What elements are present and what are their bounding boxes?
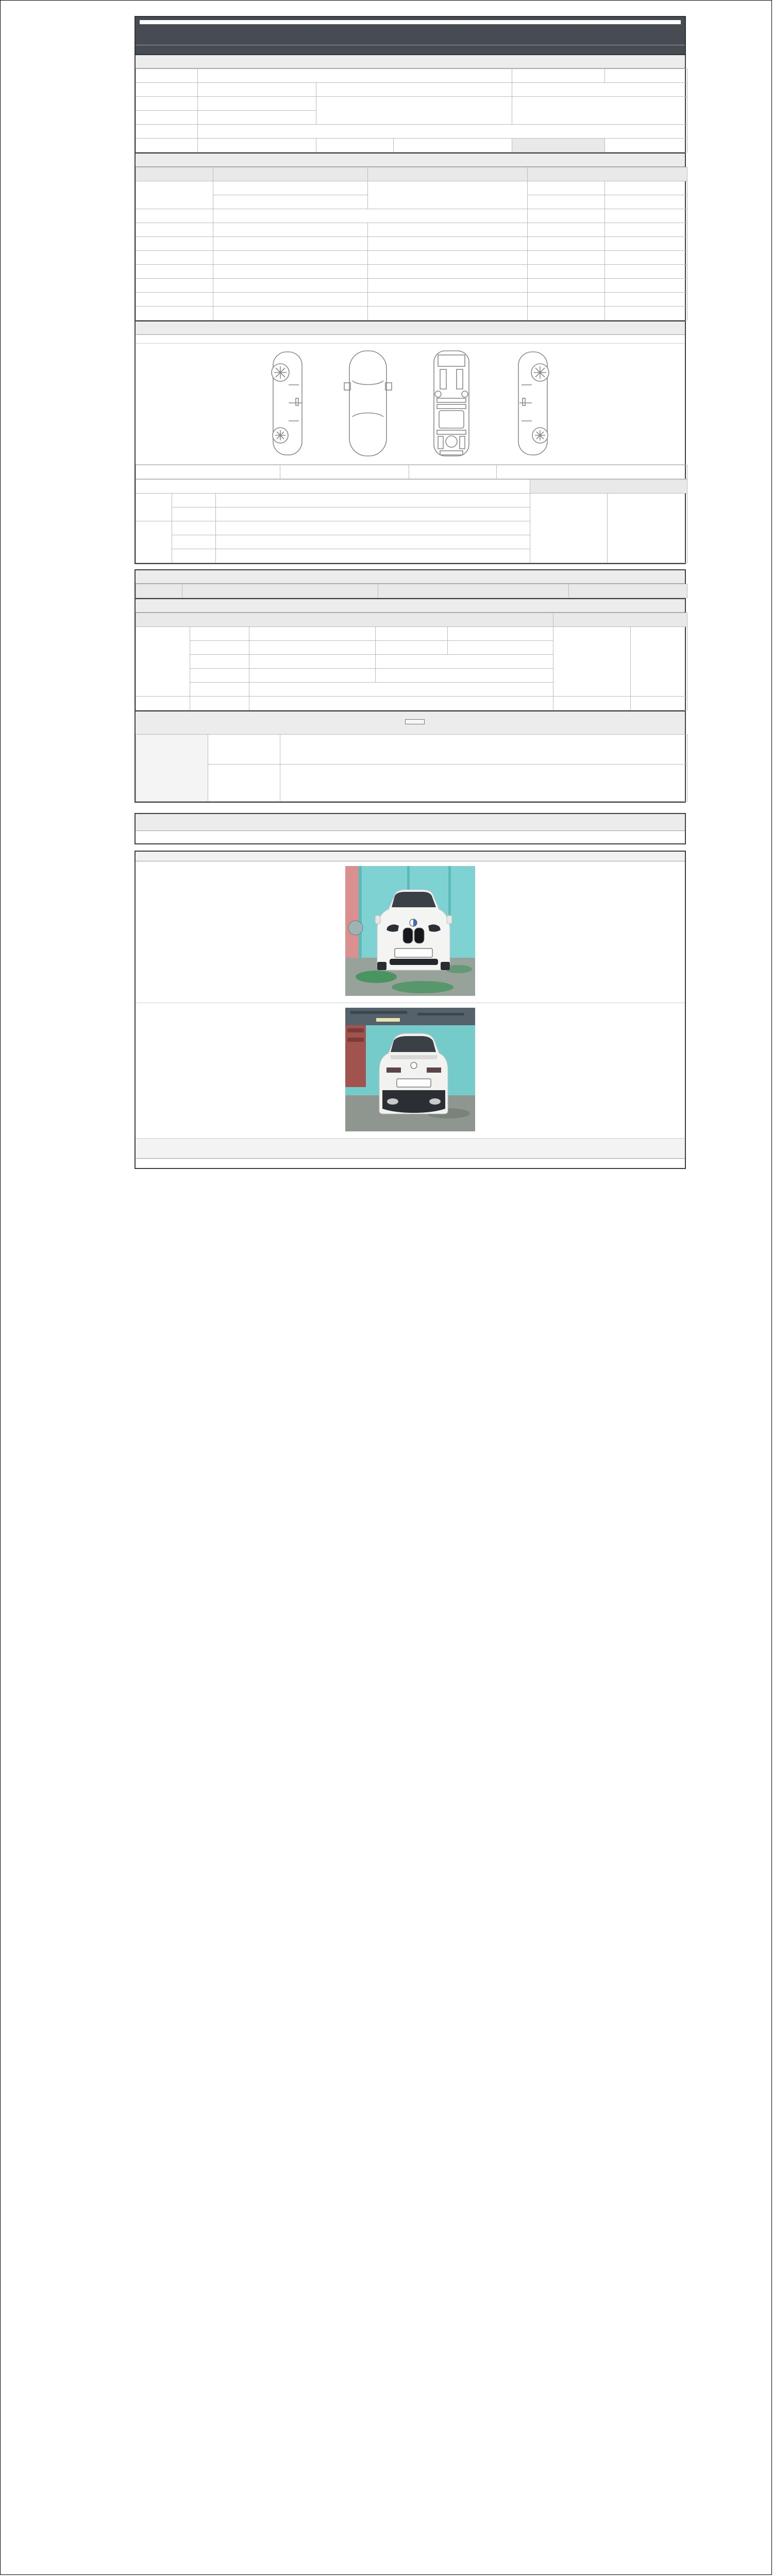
accident-history-section: [135, 321, 686, 564]
car-rear-photo: [345, 1008, 475, 1131]
note-cell: [605, 265, 687, 279]
header-stripe: [140, 20, 681, 24]
row-label: [190, 669, 249, 683]
price-cell: [530, 494, 608, 563]
options-checkboxes: [213, 293, 368, 307]
emission-values: [368, 223, 528, 237]
car-side-left-diagram: [262, 349, 313, 458]
price-cell: [528, 181, 605, 195]
exterior-checkboxes: [249, 627, 376, 641]
row-label: [136, 181, 213, 209]
column-header: [530, 480, 687, 494]
basic-info-title: [136, 55, 685, 69]
accident-title: [136, 321, 685, 335]
car-damage-diagram: [136, 344, 685, 465]
notices-section: [135, 813, 686, 844]
recall-done-checkboxes: [368, 307, 528, 320]
emission-checkboxes: [213, 223, 368, 237]
page-mark-3: [172, 803, 723, 808]
current-mileage: [368, 181, 528, 209]
row-label: [376, 641, 448, 655]
rankB-items: [216, 535, 530, 549]
damage-code-legend: [136, 335, 685, 344]
price-cell: [528, 251, 605, 265]
detail-status-title: [136, 570, 685, 584]
tire-checkboxes: [249, 669, 376, 683]
tuning-kind-checkboxes: [368, 237, 528, 251]
car-top-diagram: [340, 349, 396, 458]
rank-label: [172, 507, 216, 521]
basic-info-section: [135, 55, 686, 154]
photo-section-title: [136, 852, 685, 861]
column-header: [569, 584, 687, 598]
column-header: [136, 167, 213, 181]
field-label: [136, 83, 198, 97]
column-header: [136, 613, 553, 627]
accident-check-table: [136, 465, 687, 479]
overall-status-title: [136, 154, 685, 167]
row-label: [190, 627, 249, 641]
special-kind-checkboxes: [368, 251, 528, 265]
group-label: [136, 494, 172, 521]
base-price-value: [605, 139, 687, 152]
row-label: [136, 223, 213, 237]
interior-checkboxes: [448, 627, 553, 641]
warranty-checkboxes: [394, 139, 512, 152]
price-cell: [528, 209, 605, 223]
signature-block: [136, 1139, 685, 1159]
rankC-items: [216, 549, 530, 563]
price-cell: [528, 307, 605, 320]
rank-label: [172, 521, 216, 535]
field-label: [136, 139, 198, 152]
mileage-state-checkboxes: [213, 181, 368, 195]
rank-table: [136, 479, 687, 563]
note-cell: [605, 209, 687, 223]
field-label: [512, 69, 605, 83]
group-label: [136, 627, 190, 697]
tuning-checkboxes: [213, 237, 368, 251]
page-mark-4: [172, 844, 723, 850]
row-label: [190, 641, 249, 655]
appraiser-comment: [280, 765, 687, 802]
options-kind-checkboxes: [368, 293, 528, 307]
tire-detail-checkboxes: [376, 669, 553, 683]
note-cell: [631, 627, 687, 697]
column-header: [553, 613, 687, 627]
price-cell: [528, 223, 605, 237]
field-label: [512, 139, 605, 152]
field-label: [316, 97, 512, 125]
glass-checkboxes: [249, 683, 553, 697]
first-reg-value: [198, 97, 316, 111]
price-cell: [528, 293, 605, 307]
row-label: [190, 655, 249, 669]
color-kind-checkboxes: [368, 279, 528, 293]
note-cell: [608, 494, 687, 563]
accident-history-checkboxes: [280, 465, 409, 479]
car-name-value: [198, 69, 512, 83]
year-value: [198, 83, 316, 97]
overall-status-table: [136, 167, 687, 320]
row-label: [208, 735, 280, 765]
field-label: [316, 83, 512, 97]
rank-label: [172, 494, 216, 507]
fuel-checkboxes: [198, 125, 687, 139]
note-cell: [605, 251, 687, 265]
room-cleaning-checkboxes: [448, 641, 553, 655]
column-header: [182, 584, 378, 598]
reg-number-value: [605, 69, 687, 83]
field-label: [136, 97, 198, 111]
report-header: [135, 16, 686, 55]
photo-section: [135, 851, 686, 1169]
field-label: [136, 111, 198, 125]
usage-kind-checkboxes: [368, 265, 528, 279]
row-label: [136, 480, 530, 494]
column-header: [136, 584, 182, 598]
price-cell: [528, 237, 605, 251]
row-label: [409, 465, 497, 479]
group-label: [136, 697, 190, 710]
row-label: [136, 293, 213, 307]
column-header: [378, 584, 569, 598]
note-cell: [605, 307, 687, 320]
note-cell: [631, 697, 687, 710]
special-notes-label: [136, 735, 208, 802]
other-info-table: [136, 613, 687, 710]
color-checkboxes: [213, 279, 368, 293]
final-price-block: [136, 710, 685, 734]
vin-mark-checkboxes: [213, 209, 528, 223]
basic-items-checkboxes: [249, 697, 553, 710]
price-cell: [528, 279, 605, 293]
recall-checkboxes: [213, 307, 368, 320]
row-label: [136, 209, 213, 223]
price-cell: [553, 627, 631, 697]
vin-value: [198, 111, 316, 125]
note-cell: [605, 195, 687, 209]
column-header: [213, 167, 368, 181]
transmission-checkboxes: [512, 97, 687, 125]
section-title: [136, 820, 685, 826]
car-front-photo: [345, 866, 475, 996]
row-label: [376, 627, 448, 641]
photo-rear: [136, 1003, 685, 1139]
overall-status-section: [135, 154, 686, 321]
footer-confirmation: [136, 1159, 685, 1168]
notices-title: [136, 814, 685, 831]
simple-repair-checkboxes: [497, 465, 687, 479]
note-cell: [605, 181, 687, 195]
report-note: [136, 38, 685, 45]
car-side-right-diagram: [507, 349, 559, 458]
inspection-fee: [136, 1145, 685, 1153]
row-label: [136, 465, 280, 479]
notices-body: [136, 831, 685, 843]
row-label: [136, 279, 213, 293]
engine-type-value: [198, 139, 316, 152]
rank-label: [172, 549, 216, 563]
column-header: [368, 167, 528, 181]
inspection-period-value: [512, 83, 687, 97]
note-cell: [605, 237, 687, 251]
basic-info-table: [136, 69, 687, 152]
row-label: [190, 683, 249, 697]
row-label: [136, 237, 213, 251]
other-info-title: [136, 599, 685, 613]
row-label: [136, 265, 213, 279]
field-label: [136, 69, 198, 83]
mileage-amount-checkboxes: [213, 195, 368, 209]
final-price-value: [405, 719, 425, 724]
wheel-checkboxes: [249, 655, 376, 669]
page-mark-2: [172, 564, 723, 569]
note-cell: [605, 293, 687, 307]
photo-front: [136, 861, 685, 1003]
price-cell: [528, 195, 605, 209]
field-label: [316, 139, 394, 152]
polish-checkboxes: [249, 641, 376, 655]
row-label: [136, 251, 213, 265]
document-number: [136, 45, 685, 54]
group-label: [136, 521, 172, 563]
note-cell: [605, 279, 687, 293]
price-cell: [528, 265, 605, 279]
rank1-items: [216, 494, 530, 507]
wheel-detail-checkboxes: [376, 655, 553, 669]
row-label: [190, 697, 249, 710]
special-history-checkboxes: [213, 251, 368, 265]
other-info-section: [135, 599, 686, 803]
car-underbody-diagram: [423, 349, 480, 458]
rank2-items: [216, 507, 530, 521]
special-notes-table: [136, 734, 687, 802]
detail-status-table: [136, 584, 687, 598]
rankA-items: [216, 521, 530, 535]
detail-status-section: [135, 569, 686, 599]
rank-label: [172, 535, 216, 549]
price-cell: [553, 697, 631, 710]
inspector-comment: [280, 735, 687, 765]
note-cell: [605, 223, 687, 237]
field-label: [136, 125, 198, 139]
row-label: [208, 765, 280, 802]
usage-change-checkboxes: [213, 265, 368, 279]
row-label: [136, 307, 213, 320]
column-header: [528, 167, 687, 181]
